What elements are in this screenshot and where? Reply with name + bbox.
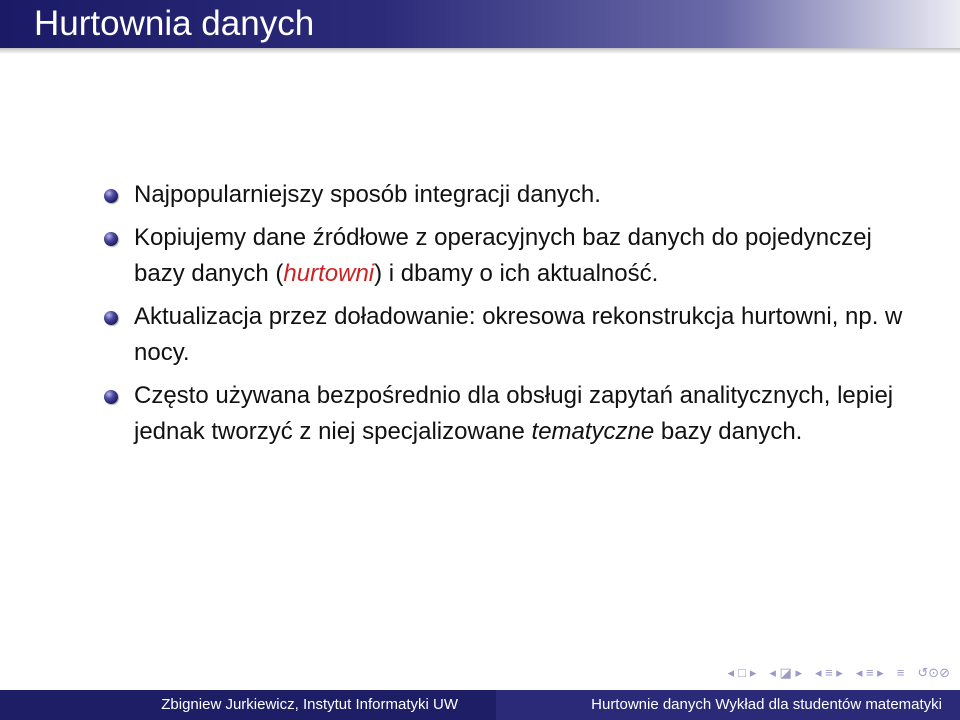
navigation-icons [727, 662, 950, 684]
bullet-emphasis-tematyczne: tematyczne [531, 418, 655, 445]
bullet-item-2 [104, 220, 904, 292]
nav-section-icon[interactable]: ◂ ◪ ▸ [769, 665, 802, 680]
nav-subsection-icon[interactable]: ◂ ≡ ▸ [814, 665, 843, 680]
bullet-item-1 [104, 177, 904, 213]
nav-align-icon[interactable]: ≡ [896, 665, 905, 680]
nav-frame-icon[interactable]: □ [738, 665, 746, 680]
bullet-text-4-before: Często używana bezpośrednio dla obsługi zapytań analitycznych, lepiej jednak tworzyć z niej specjalizowane [134, 382, 894, 445]
bullet-text-4-after: bazy danych. [654, 418, 803, 445]
bullet-highlight-hurtowni: hurtowni [283, 260, 375, 287]
footer [0, 690, 960, 720]
slide-title: Hurtownia danych [34, 4, 315, 43]
nav-search-icon[interactable]: ↺⊙⊘ [917, 665, 950, 680]
bullet-text-1: Najpopularniejszy sposób integracji danych. [134, 181, 601, 208]
footer-course: Hurtownie danych Wykład dla studentów matematyki [496, 690, 960, 720]
bullet-ball-icon [104, 189, 118, 203]
bullet-ball-icon [104, 311, 118, 325]
bullet-ball-icon [104, 232, 118, 246]
nav-first-icon[interactable]: ◂ [727, 665, 735, 680]
bullet-text-2-after: ) i dbamy o ich aktualność. [374, 260, 659, 287]
footer-author: Zbigniew Jurkiewicz, Instytut Informatyki UW [0, 690, 496, 720]
bullet-list [104, 177, 904, 450]
title-bar [0, 0, 960, 48]
navigation-bar [0, 662, 960, 684]
bullet-text-3: Aktualizacja przez doładowanie: okresowa rekonstrukcja hurtowni, np. w nocy. [134, 303, 903, 366]
nav-prev-icon[interactable]: ▸ [749, 665, 757, 680]
bullet-item-4 [104, 378, 904, 450]
bullet-item-3 [104, 299, 904, 371]
nav-next-icon[interactable]: ◂ ≡ ▸ [855, 665, 884, 680]
bullet-ball-icon [104, 390, 118, 404]
bullet-text-2-before: Kopiujemy dane źródłowe z operacyjnych baz danych do pojedynczej bazy danych ( [134, 224, 872, 287]
title-bar-shadow [0, 48, 960, 54]
slide-content [104, 177, 904, 457]
